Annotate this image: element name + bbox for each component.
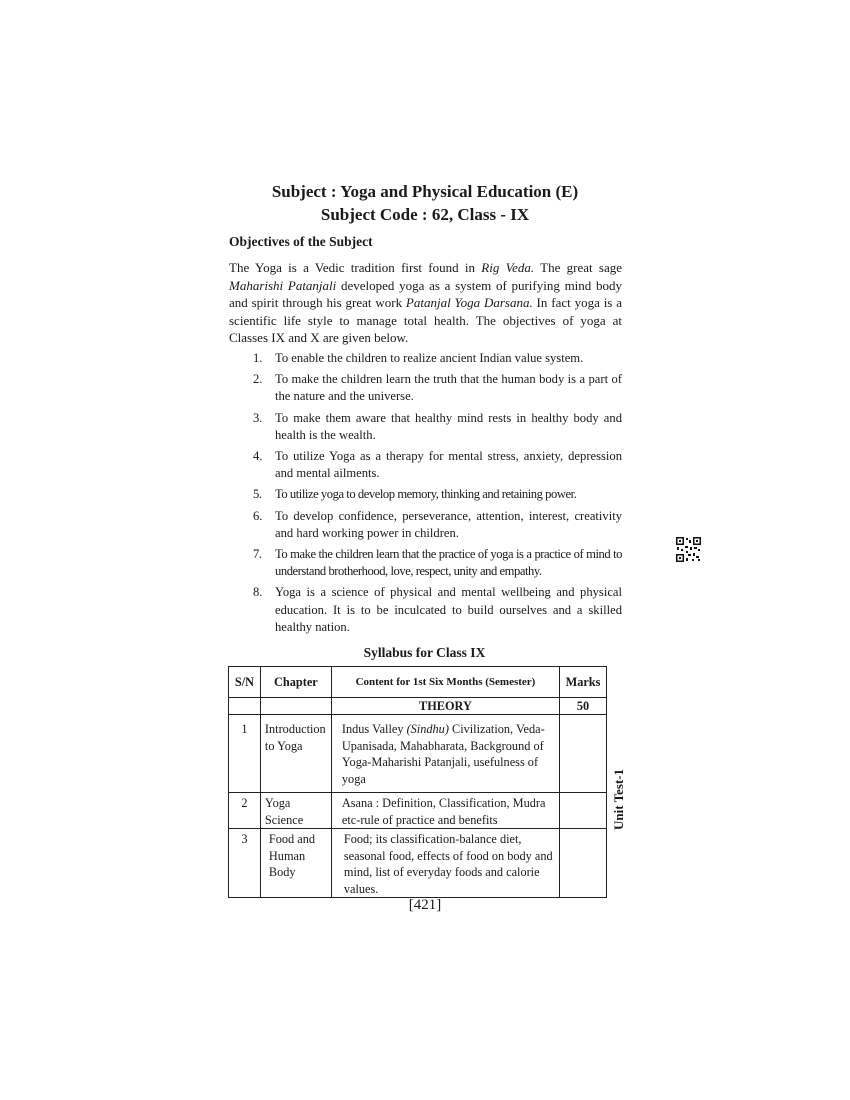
row-content-text: Civilization, Veda-Upanisada, Mahabharata, Background of Yoga-Maharishi Patanjali, usefulness of yoga <box>341 722 545 786</box>
subject-code: Subject Code : 62, Class - IX <box>320 205 530 224</box>
list-item <box>253 448 622 482</box>
intro-italic-rig-veda: Rig Veda. <box>481 260 535 275</box>
row-content <box>331 715 559 793</box>
row-sn: 3 <box>229 829 261 898</box>
list-item-number: 3. <box>253 410 263 425</box>
list-item-text: To utilize yoga to develop memory, thinking and retaining power. <box>275 487 577 502</box>
list-item-number: 6. <box>253 508 263 523</box>
list-item-text: To develop confidence, perseverance, attention, interest, creativity and hard working power in children. <box>275 508 622 540</box>
row-chapter: Introduction to Yoga <box>260 715 331 793</box>
list-item-text: Yoga is a science of physical and mental wellbeing and physical education. It is to be inculcated to build ourselves and a skilled healthy nation. <box>275 585 622 634</box>
list-item <box>253 371 622 405</box>
row-marks <box>560 715 607 793</box>
row-content-text: Indus Valley <box>341 722 407 737</box>
intro-paragraph <box>229 259 622 347</box>
theory-label: THEORY <box>331 698 559 715</box>
row-marks <box>560 793 607 829</box>
row-chapter: Yoga Science <box>260 793 331 829</box>
qr-code-icon <box>676 537 701 562</box>
list-item <box>253 350 622 367</box>
intro-italic-darsana: Patanjal Yoga Darsana. <box>405 295 533 311</box>
list-item-text: To utilize Yoga as a therapy for mental stress, anxiety, depression and mental ailments. <box>275 449 622 481</box>
list-item-number: 1. <box>253 351 263 365</box>
row-sn: 1 <box>229 715 261 793</box>
list-item-number: 5. <box>253 487 262 502</box>
theory-row <box>229 698 607 715</box>
objectives-heading: Objectives of the Subject <box>229 234 373 249</box>
list-item-text: To make the children learn the truth that the human body is a part of the nature and the universe. <box>275 372 622 404</box>
list-item-number: 7. <box>253 547 262 562</box>
list-item-text: To make the children learn that the practice of yoga is a practice of mind to understand brotherhood, love, respect, unity and empathy. <box>275 547 622 579</box>
row-content-italic: (Sindhu) <box>406 722 449 737</box>
list-item <box>253 508 622 542</box>
list-item <box>253 546 622 580</box>
list-item-number: 8. <box>253 585 263 600</box>
row-content: Food; its classification-balance diet, seasonal food, effects of food on body and mind, list of everyday foods and calorie values. <box>331 829 559 898</box>
table-row <box>229 829 607 898</box>
list-item-number: 4. <box>253 449 263 464</box>
table-row <box>229 793 607 829</box>
intro-text-3: developed yoga as a system of purifying mind body and spirit through his great work <box>229 277 623 311</box>
row-sn: 2 <box>229 793 261 829</box>
header-chapter: Chapter <box>260 667 331 698</box>
intro-text-2: The great sage <box>534 260 622 275</box>
objectives-list <box>253 350 622 636</box>
table-row <box>229 715 607 793</box>
syllabus-table <box>228 666 607 898</box>
header-sn: S/N <box>229 667 261 698</box>
row-chapter: Food and Human Body <box>260 829 331 898</box>
theory-empty-sn <box>229 698 261 715</box>
list-item-number: 2. <box>253 372 263 387</box>
row-marks <box>560 829 607 898</box>
list-item-text: To make them aware that healthy mind rests in healthy body and health is the wealth. <box>275 410 622 442</box>
subject-title: Subject : Yoga and Physical Education (E) <box>271 182 579 201</box>
header-content: Content for 1st Six Months (Semester) <box>331 667 559 698</box>
theory-empty-chapter <box>260 698 331 715</box>
theory-marks: 50 <box>560 698 607 715</box>
list-item <box>253 584 622 636</box>
header-marks: Marks <box>560 667 607 698</box>
row-content: Asana : Definition, Classification, Mudra etc-rule of practice and benefits <box>331 793 559 829</box>
intro-text-1: The Yoga is a Vedic tradition first found in <box>229 260 482 275</box>
list-item <box>253 410 622 444</box>
syllabus-title: Syllabus for Class IX <box>363 645 486 660</box>
table-header-row <box>229 667 607 698</box>
unit-test-label: Unit Test-1 <box>611 768 626 830</box>
intro-italic-patanjali: Maharishi Patanjali <box>229 277 337 293</box>
page-number: [421] <box>408 897 442 913</box>
intro-text-4: In fact yoga is a scientific life style to manage total health. The objectives of yoga at Classes IX and X are given below. <box>229 295 622 346</box>
list-item <box>253 486 622 503</box>
list-item-text: To enable the children to realize ancient Indian value system. <box>275 351 584 365</box>
